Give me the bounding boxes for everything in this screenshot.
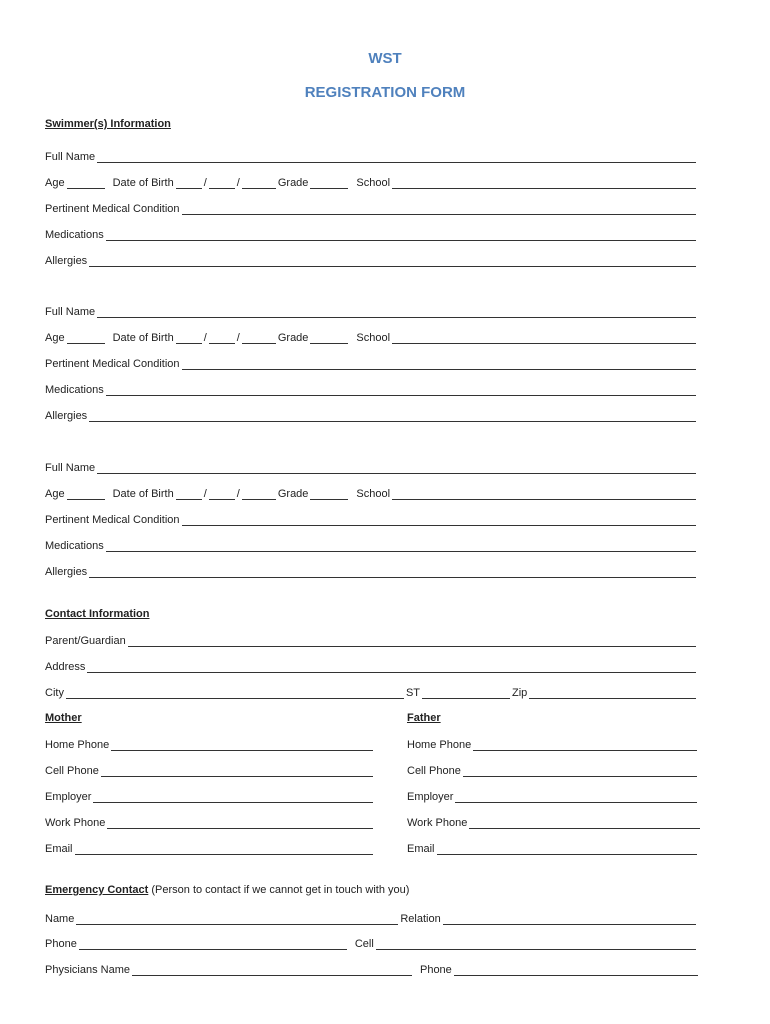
cell-phone-label: Cell Phone	[407, 765, 461, 777]
medications-label: Medications	[45, 540, 104, 552]
emergency-heading-row	[45, 884, 409, 896]
mother-home-phone-row	[45, 737, 375, 751]
age-label: Age	[45, 488, 65, 500]
dob-day-field[interactable]	[209, 177, 235, 189]
email-label: Email	[45, 843, 73, 855]
dob-year-field[interactable]	[242, 177, 276, 189]
dob-slash: /	[203, 332, 207, 344]
dob-day-field[interactable]	[209, 488, 235, 500]
full-name-label: Full Name	[45, 306, 96, 318]
email-label: Email	[407, 843, 435, 855]
swimmer2-allergies-row	[45, 408, 698, 422]
st-field[interactable]	[422, 687, 510, 699]
medical-label: Pertinent Medical Condition	[45, 358, 180, 370]
full-name-field[interactable]	[97, 151, 696, 163]
dob-slash: /	[203, 177, 207, 189]
medical-label: Pertinent Medical Condition	[45, 514, 180, 526]
swimmer3-details-row	[45, 486, 698, 500]
allergies-label: Allergies	[45, 410, 88, 422]
mother-work-phone-row	[45, 815, 375, 829]
parent-label: Parent/Guardian	[45, 635, 126, 647]
father-cell-phone-row	[407, 763, 699, 777]
st-label: ST	[405, 687, 421, 699]
form-title: REGISTRATION FORM	[304, 84, 466, 101]
dob-day-field[interactable]	[209, 332, 235, 344]
swimmer3-medications-row	[45, 538, 698, 552]
dob-slash: /	[236, 332, 240, 344]
emergency-cell-label: Cell	[354, 938, 374, 950]
emergency-cell-field[interactable]	[376, 938, 696, 950]
city-label: City	[45, 687, 64, 699]
home-phone-label: Home Phone	[45, 739, 110, 751]
medications-label: Medications	[45, 384, 104, 396]
city-row	[45, 685, 698, 699]
medications-field[interactable]	[106, 540, 696, 552]
allergies-field[interactable]	[89, 410, 696, 422]
swimmer2-full-name-row	[45, 304, 698, 318]
school-field[interactable]	[392, 332, 696, 344]
medications-field[interactable]	[106, 384, 696, 396]
allergies-field[interactable]	[89, 255, 696, 267]
school-field[interactable]	[392, 177, 696, 189]
allergies-field[interactable]	[89, 566, 696, 578]
father-home-phone-row	[407, 737, 699, 751]
age-field[interactable]	[67, 488, 105, 500]
school-label: School	[356, 488, 391, 500]
employer-label: Employer	[407, 791, 454, 803]
physician-label: Physicians Name	[45, 964, 130, 976]
parent-field[interactable]	[128, 635, 696, 647]
age-label: Age	[45, 177, 65, 189]
relation-field[interactable]	[443, 913, 696, 925]
father-email-row	[407, 841, 699, 855]
mother-employer-row	[45, 789, 375, 803]
swimmer3-allergies-row	[45, 564, 698, 578]
father-email-field[interactable]	[437, 843, 697, 855]
emergency-phone-label: Phone	[45, 938, 77, 950]
medical-field[interactable]	[182, 514, 696, 526]
home-phone-label: Home Phone	[407, 739, 472, 751]
dob-label: Date of Birth	[112, 177, 174, 189]
grade-field[interactable]	[310, 177, 348, 189]
dob-slash: /	[236, 177, 240, 189]
employer-label: Employer	[45, 791, 92, 803]
school-field[interactable]	[392, 488, 696, 500]
cell-phone-label: Cell Phone	[45, 765, 99, 777]
mother-work-phone-field[interactable]	[107, 817, 373, 829]
physician-phone-label: Phone	[419, 964, 452, 976]
swimmer-section-heading: Swimmer(s) Information	[45, 118, 171, 130]
medications-field[interactable]	[106, 229, 696, 241]
zip-label: Zip	[512, 687, 528, 699]
physician-field[interactable]	[132, 964, 412, 976]
age-label: Age	[45, 332, 65, 344]
emergency-name-row	[45, 911, 698, 925]
full-name-field[interactable]	[97, 462, 696, 474]
grade-field[interactable]	[310, 332, 348, 344]
father-cell-phone-field[interactable]	[463, 765, 697, 777]
medical-field[interactable]	[182, 358, 696, 370]
swimmer2-details-row	[45, 330, 698, 344]
dob-year-field[interactable]	[242, 332, 276, 344]
work-phone-label: Work Phone	[45, 817, 106, 829]
swimmer1-details-row	[45, 175, 698, 189]
emergency-phone-field[interactable]	[79, 938, 347, 950]
parent-row	[45, 633, 698, 647]
father-employer-row	[407, 789, 699, 803]
address-row	[45, 659, 698, 673]
mother-email-row	[45, 841, 375, 855]
father-home-phone-field[interactable]	[473, 739, 697, 751]
allergies-label: Allergies	[45, 255, 88, 267]
dob-month-field[interactable]	[176, 488, 202, 500]
swimmer3-full-name-row	[45, 460, 698, 474]
swimmer2-medications-row	[45, 382, 698, 396]
medical-field[interactable]	[182, 203, 696, 215]
emergency-heading: Emergency Contact	[45, 884, 149, 896]
dob-label: Date of Birth	[112, 332, 174, 344]
father-employer-field[interactable]	[455, 791, 697, 803]
work-phone-label: Work Phone	[407, 817, 468, 829]
address-label: Address	[45, 661, 86, 673]
dob-slash: /	[236, 488, 240, 500]
father-work-phone-row	[407, 815, 702, 829]
emergency-phone-row	[45, 936, 698, 950]
age-field[interactable]	[67, 332, 105, 344]
emergency-note: (Person to contact if we cannot get in touch with you)	[151, 884, 410, 896]
swimmer3-medical-row	[45, 512, 698, 526]
swimmer2-medical-row	[45, 356, 698, 370]
mother-email-field[interactable]	[75, 843, 373, 855]
mother-heading: Mother	[45, 712, 82, 724]
emergency-name-field[interactable]	[76, 913, 398, 925]
dob-month-field[interactable]	[176, 177, 202, 189]
mother-cell-phone-field[interactable]	[101, 765, 373, 777]
full-name-label: Full Name	[45, 151, 96, 163]
zip-field[interactable]	[529, 687, 696, 699]
city-field[interactable]	[66, 687, 404, 699]
contact-section-heading: Contact Information	[45, 608, 150, 620]
grade-label: Grade	[277, 488, 309, 500]
org-title: WST	[368, 50, 402, 67]
school-label: School	[356, 332, 391, 344]
grade-field[interactable]	[310, 488, 348, 500]
physician-phone-field[interactable]	[454, 964, 698, 976]
grade-label: Grade	[277, 177, 309, 189]
father-work-phone-field[interactable]	[469, 817, 700, 829]
medical-label: Pertinent Medical Condition	[45, 203, 180, 215]
mother-employer-field[interactable]	[93, 791, 373, 803]
dob-month-field[interactable]	[176, 332, 202, 344]
address-field[interactable]	[87, 661, 696, 673]
swimmer1-full-name-row	[45, 149, 698, 163]
full-name-label: Full Name	[45, 462, 96, 474]
swimmer1-medications-row	[45, 227, 698, 241]
dob-slash: /	[203, 488, 207, 500]
dob-year-field[interactable]	[242, 488, 276, 500]
age-field[interactable]	[67, 177, 105, 189]
emergency-name-label: Name	[45, 913, 75, 925]
medications-label: Medications	[45, 229, 104, 241]
swimmer1-allergies-row	[45, 253, 698, 267]
mother-cell-phone-row	[45, 763, 375, 777]
allergies-label: Allergies	[45, 566, 88, 578]
school-label: School	[356, 177, 391, 189]
swimmer1-medical-row	[45, 201, 698, 215]
father-heading: Father	[407, 712, 441, 724]
relation-label: Relation	[400, 913, 441, 925]
dob-label: Date of Birth	[112, 488, 174, 500]
grade-label: Grade	[277, 332, 309, 344]
full-name-field[interactable]	[97, 306, 696, 318]
physician-row	[45, 962, 700, 976]
mother-home-phone-field[interactable]	[111, 739, 373, 751]
